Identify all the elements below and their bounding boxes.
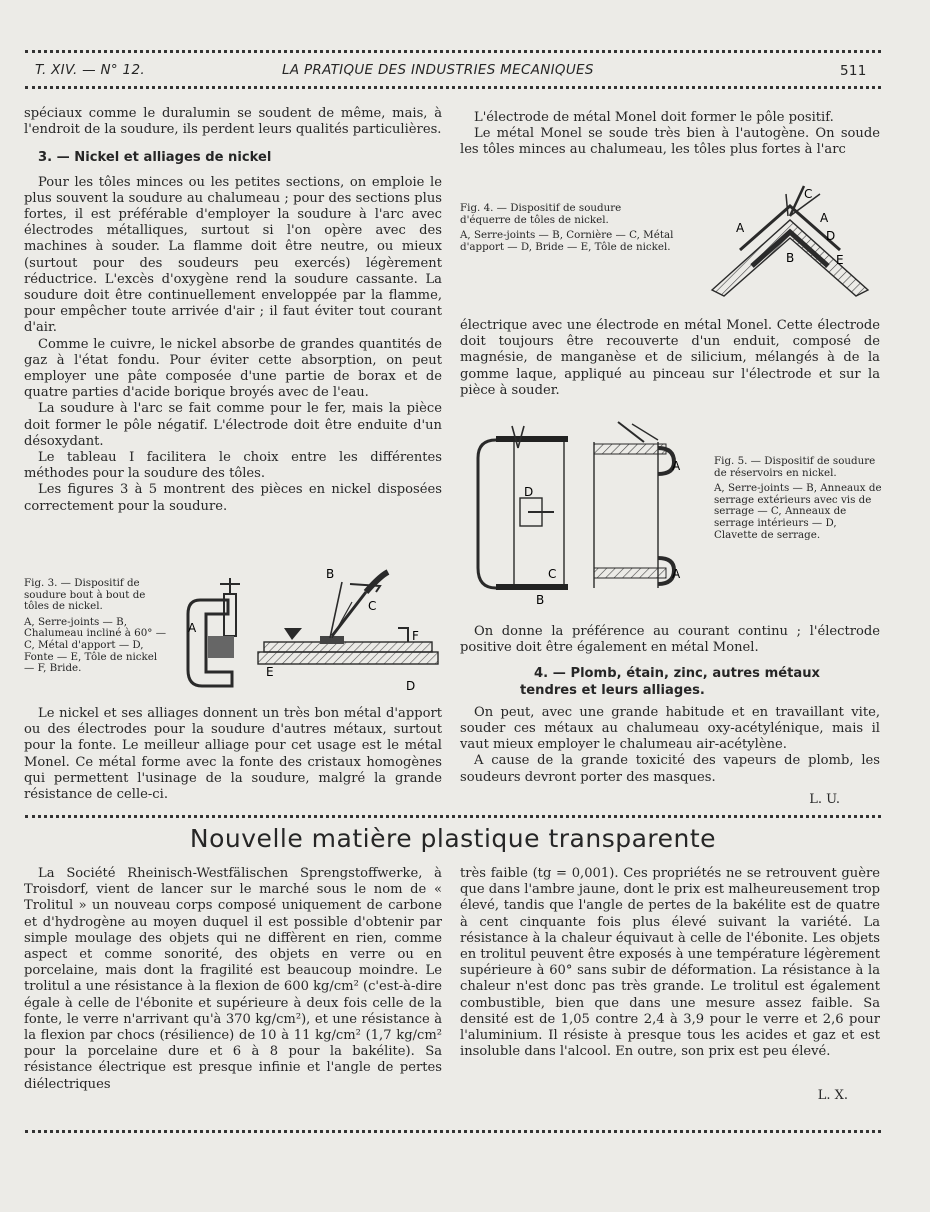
article2-left-column [24, 866, 442, 1093]
fig5-label-b: B [536, 593, 545, 607]
paragraph: Comme le cuivre, le nickel absorbe de grandes quantités de gaz à l'état fondu. Pour éviter cette absorption, on peut employer une pâte composée d'une partie de borax et de quatre parties d'acide borique broyés avec de l'eau. [24, 336, 442, 401]
fig3-diagram [180, 562, 442, 702]
header-journal: LA PRATIQUE DES INDUSTRIES MECANIQUES [282, 62, 594, 78]
left-column-upper [24, 106, 442, 515]
paragraph: Le métal Monel se soude très bien à l'autogène. On soude les tôles minces au chalumeau, les tôles plus fortes à l'arc [460, 126, 880, 158]
fig5-caption-block [714, 456, 882, 541]
paragraph: On donne la préférence au courant continu ; l'électrode positive doit être également en métal Monel. [460, 624, 880, 656]
fig4-legend: A, Serre-joints — B, Cornière — C, Métal d'apport — D, Bride — E, Tôle de nickel. [460, 229, 674, 253]
paragraph-intro: spéciaux comme le duralumin se soudent de même, mais, à l'endroit de la soudure, ils perdent leurs qualités particulières. [24, 106, 442, 138]
paragraph: très faible (tg = 0,001). Ces propriétés ne se retrouvent guère que dans l'ambre jaune, dont le prix est malheureusement trop élevé, tandis que l'angle de pertes de la bakélite est de quatre à cent cinquante fois plus élevé suivant la variété. La résistance à la chaleur équivaut à celle de l'ébonite. Les objets en trolitul peuvent être exposés à une température légèrement supérieure à 60° sans subir de déformation. La résistance à la chaleur n'est donc pas très grande. Le trolitul est également combustible, bien que dans une mesure assez faible. Sa densité est de 1,05 contre 2,4 à 3,9 pour le verre et 2,6 pour l'aluminium. Il résiste à presque tous les acides et gaz et est insoluble dans l'alcool. En outre, son prix est peu élevé. [460, 866, 880, 1060]
fig5-caption: Fig. 5. — Dispositif de soudure de réservoirs en nickel. [714, 455, 876, 479]
paragraph: Pour les tôles minces ou les petites sections, on emploie le plus souvent la soudure au chalumeau ; pour des sections plus fortes, il est préférable d'employer la soudure à l'arc avec électrodes métalliques, surtout si l'on opère avec des machines à souder. La flamme doit être neutre, ou mieux (surtout pour des soudeurs peu exercés) légèrement réductrice. L'excès d'oxygène rend la soudure cassante. La soudure doit être continuellement enveloppée par la flamme, pour empêcher toute arrivée d'air ; il faut éviter tout courant d'air. [24, 174, 442, 336]
fig3-legend: A, Serre-joints — B, Chalumeau incliné à 60° — C, Métal d'apport — D, Fonte — E, Tôle de nickel — F, Bride. [24, 615, 166, 675]
fig5-label-a-top: A [672, 459, 681, 473]
fig3-label-f: F [412, 629, 419, 643]
fig5-label-d: D [524, 485, 534, 499]
right-column-middle [460, 318, 880, 399]
header-rule-top [25, 50, 881, 53]
paragraph: Le tableau I facilitera le choix entre les différentes méthodes pour la soudure des tôles. [24, 450, 442, 482]
signature-lu: L. U. [809, 792, 840, 807]
fig3-label-e: E [266, 665, 274, 679]
fig4-label-e: E [836, 253, 844, 267]
fig4-label-c: C [804, 187, 813, 201]
paragraph: Les figures 3 à 5 montrent des pièces en nickel disposées correctement pour la soudure. [24, 482, 442, 514]
section-4-title: 4. — Plomb, étain, zinc, autres métaux tendres et leurs alliages. [520, 666, 820, 698]
signature-lx: L. X. [817, 1088, 848, 1103]
article-title: Nouvelle matière plastique transparente [189, 824, 717, 853]
paragraph: A cause de la grande toxicité des vapeurs de plomb, les soudeurs devront porter des masques. [460, 753, 880, 785]
fig4-label-b: B [786, 251, 795, 265]
right-column-lower [460, 624, 880, 786]
header-rule-bottom [25, 86, 881, 89]
fig3-label-b: B [326, 567, 335, 581]
fig5-label-a-bottom: A [672, 567, 681, 581]
article-divider [25, 815, 881, 818]
footer-rule [25, 1130, 881, 1133]
paragraph: Le nickel et ses alliages donnent un très bon métal d'apport ou des électrodes pour la soudure d'autres métaux, surtout pour la fonte. Le meilleur alliage pour cet usage est le métal Monel. Ce métal forme avec la fonte des cristaux homogènes qui permettent l'usinage de la soudure, malgré la grande résistance de celle-ci. [24, 706, 442, 803]
paragraph: électrique avec une électrode en métal Monel. Cette électrode doit toujours être recouverte d'un enduit, composé de magnésie, de manganèse et de silicium, mélangés à de la gomme laque, appliqué au pinceau sur l'électrode et sur la pièce à souder. [460, 318, 880, 398]
fig3-label-c: C [368, 599, 377, 613]
fig3-label-d: D [406, 679, 416, 693]
header-page-number: 511 [840, 63, 867, 79]
paragraph: On peut, avec une grande habitude et en travaillant vite, souder ces métaux au chalumeau oxy-acétylénique, mais il vaut mieux employer le chalumeau air-acétylène. [460, 704, 880, 753]
fig3-caption: Fig. 3. — Dispositif de soudure bout à bout de tôles de nickel. [24, 577, 146, 613]
fig5-legend: A, Serre-joints — B, Anneaux de serrage extérieurs avec vis de serrage — C, Anneaux de serrage intérieurs — D, Clavette de serrage. [714, 482, 882, 541]
fig4-label-a-right: A [820, 211, 829, 225]
paragraph: L'électrode de métal Monel doit former le pôle positif. [474, 110, 834, 125]
fig4-caption: Fig. 4. — Dispositif de soudure d'équerre de tôles de nickel. [460, 202, 622, 226]
fig5-label-c: C [548, 567, 557, 581]
fig4-caption-block [460, 203, 674, 253]
fig5-diagram [468, 418, 708, 610]
fig3-label-a: A [188, 621, 197, 635]
fig4-label-d: D [826, 229, 836, 243]
paragraph: La soudure à l'arc se fait comme pour le fer, mais la pièce doit former le pôle négatif. L'électrode doit être enduite d'un désoxydant. [24, 401, 442, 449]
article2-right-column [460, 866, 880, 1060]
left-column-lower [24, 706, 442, 803]
fig3-caption-block [24, 578, 166, 675]
right-column-upper [460, 110, 880, 159]
fig4-diagram [700, 180, 880, 310]
paragraph: La Société Rheinisch-Westfälischen Sprengstoffwerke, à Troisdorf, vient de lancer sur le marché sous le nom de « Trolitul » un nouveau corps composé uniquement de carbone et d'hydrogène au moyen duquel il est possible d'obtenir par simple moulage des objets qui ne diffèrent en rien, comme aspect et comme sonorité, des objets en verre ou en porcelaine, mais dont la fragilité est beaucoup moindre. Le trolitul a une résistance à la flexion de 600 kg/cm² (c'est-à-dire égale à celle de l'ébonite et supérieure à deux fois celle de la fonte, le verre n'arrivant qu'à 370 kg/cm²), et une résistance à la flexion par chocs (résilience) de 10 à 11 kg/cm² (1,7 kg/cm² pour la porcelaine dure et 6 à 8 pour la bakélite). Sa résistance électrique est presque infinie et l'angle de pertes diélectriques [24, 866, 442, 1092]
header-volume: T. XIV. — N° 12. [35, 62, 145, 78]
fig4-label-a-left: A [736, 221, 745, 235]
section-3-title: 3. — Nickel et alliages de nickel [38, 150, 272, 166]
